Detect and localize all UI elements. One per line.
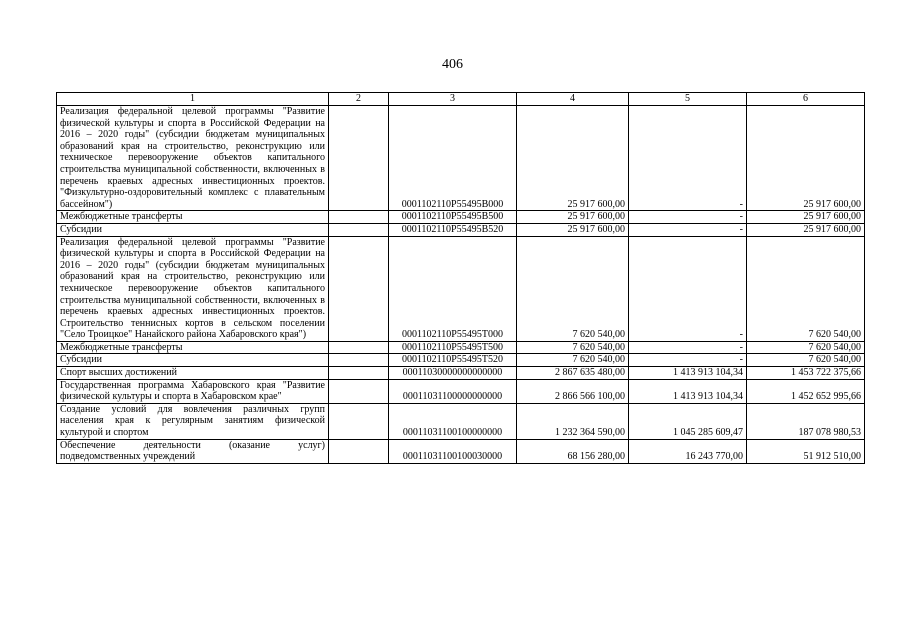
row-code: 00011031100100030000 — [389, 439, 517, 463]
table-header-row — [57, 93, 865, 106]
row-name: Субсидии — [57, 354, 329, 367]
row-value-6: 51 912 510,00 — [747, 439, 865, 463]
row-code: 0001102110P55495T500 — [389, 341, 517, 354]
column-header: 1 — [57, 93, 329, 106]
row-value-6: 1 453 722 375,66 — [747, 367, 865, 380]
row-name: Обеспечение деятельности (оказание услуг) подведомственных учреждений — [57, 439, 329, 463]
row-value-5: - — [629, 106, 747, 211]
row-value-4: 1 232 364 590,00 — [517, 403, 629, 439]
row-col2 — [329, 354, 389, 367]
column-header: 6 — [747, 93, 865, 106]
table-row — [57, 403, 865, 439]
row-code: 0001102110P55495B000 — [389, 106, 517, 211]
row-col2 — [329, 379, 389, 403]
row-value-5: - — [629, 341, 747, 354]
row-name: Государственная программа Хабаровского края "Развитие физической культуры и спорта в Хабаровском крае" — [57, 379, 329, 403]
row-value-5: 1 413 913 104,34 — [629, 379, 747, 403]
row-value-5: 1 045 285 609,47 — [629, 403, 747, 439]
row-value-4: 7 620 540,00 — [517, 354, 629, 367]
row-name: Межбюджетные трансферты — [57, 341, 329, 354]
row-value-5: 16 243 770,00 — [629, 439, 747, 463]
row-code: 0001102110P55495T520 — [389, 354, 517, 367]
table-row — [57, 236, 865, 341]
row-col2 — [329, 211, 389, 224]
row-name: Межбюджетные трансферты — [57, 211, 329, 224]
row-value-6: 187 078 980,53 — [747, 403, 865, 439]
row-value-6: 1 452 652 995,66 — [747, 379, 865, 403]
row-col2 — [329, 403, 389, 439]
row-value-5: - — [629, 223, 747, 236]
row-value-5: 1 413 913 104,34 — [629, 367, 747, 380]
budget-table — [56, 92, 865, 464]
table-row — [57, 379, 865, 403]
table-row — [57, 439, 865, 463]
row-value-4: 7 620 540,00 — [517, 236, 629, 341]
row-value-6: 7 620 540,00 — [747, 354, 865, 367]
row-name: Создание условий для вовлечения различных групп населения края к регулярным занятиям физической культурой и спортом — [57, 403, 329, 439]
row-value-5: - — [629, 236, 747, 341]
row-value-4: 25 917 600,00 — [517, 223, 629, 236]
row-col2 — [329, 223, 389, 236]
row-code: 0001102110P55495B520 — [389, 223, 517, 236]
row-value-5: - — [629, 354, 747, 367]
row-value-5: - — [629, 211, 747, 224]
row-value-6: 7 620 540,00 — [747, 341, 865, 354]
row-name: Реализация федеральной целевой программы "Развитие физической культуры и спорта в Российской Федерации на 2016 – 2020 годы" (субсидии бюджетам муниципальных образований края на строительство, реконструкцию или техническое перевооружение объектов капитального строительства муниципальной собственности, включенных в перечень краевых адресных инвестиционных проектов. Строительство теннисных кортов в сельском поселении "Село Троицкое" Нанайского района Хабаровского края") — [57, 236, 329, 341]
column-header: 2 — [329, 93, 389, 106]
column-header: 4 — [517, 93, 629, 106]
page-number: 406 — [442, 57, 463, 72]
column-header: 3 — [389, 93, 517, 106]
table-row — [57, 223, 865, 236]
row-code: 00011031100100000000 — [389, 403, 517, 439]
row-name: Спорт высших достижений — [57, 367, 329, 380]
table-row — [57, 341, 865, 354]
row-code: 00011031100000000000 — [389, 379, 517, 403]
table-row — [57, 106, 865, 211]
row-col2 — [329, 236, 389, 341]
row-value-6: 25 917 600,00 — [747, 223, 865, 236]
row-value-4: 25 917 600,00 — [517, 106, 629, 211]
table-row — [57, 367, 865, 380]
row-value-4: 2 867 635 480,00 — [517, 367, 629, 380]
row-col2 — [329, 341, 389, 354]
row-value-4: 68 156 280,00 — [517, 439, 629, 463]
row-name: Субсидии — [57, 223, 329, 236]
row-name: Реализация федеральной целевой программы "Развитие физической культуры и спорта в Российской Федерации на 2016 – 2020 годы" (субсидии бюджетам муниципальных образований края на строительство, реконструкцию или техническое перевооружение объектов капитального строительства муниципальной собственности, включенных в перечень краевых адресных инвестиционных проектов. "Физкультурно-оздоровительный комплекс с плавательным бассейном") — [57, 106, 329, 211]
row-code: 0001102110P55495B500 — [389, 211, 517, 224]
row-col2 — [329, 106, 389, 211]
row-value-6: 25 917 600,00 — [747, 211, 865, 224]
table-row — [57, 354, 865, 367]
table-row — [57, 211, 865, 224]
column-header: 5 — [629, 93, 747, 106]
row-value-4: 2 866 566 100,00 — [517, 379, 629, 403]
row-col2 — [329, 367, 389, 380]
row-value-4: 25 917 600,00 — [517, 211, 629, 224]
row-value-6: 7 620 540,00 — [747, 236, 865, 341]
row-col2 — [329, 439, 389, 463]
row-code: 0001102110P55495T000 — [389, 236, 517, 341]
row-value-6: 25 917 600,00 — [747, 106, 865, 211]
row-code: 00011030000000000000 — [389, 367, 517, 380]
row-value-4: 7 620 540,00 — [517, 341, 629, 354]
